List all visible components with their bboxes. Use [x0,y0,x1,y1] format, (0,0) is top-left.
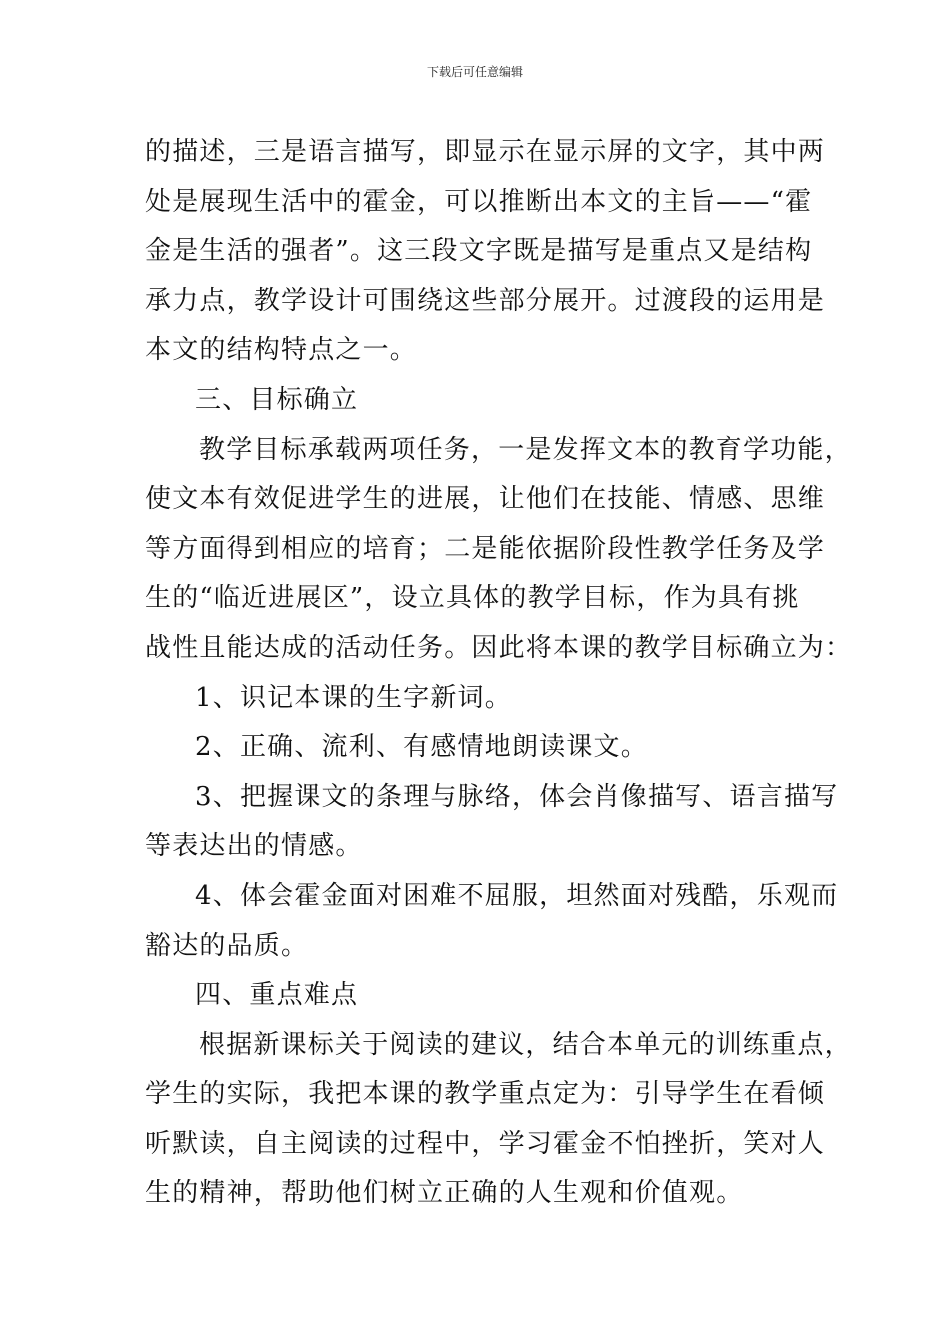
paragraph-line: 等方面得到相应的培育；二是能依据阶段性教学任务及学 [145,533,826,564]
paragraph-line: 豁达的品质。 [145,930,309,961]
list-item: 1、识记本课的生字新词。 [195,682,512,713]
list-item: 2、正确、流利、有感情地朗读课文。 [195,732,648,763]
paragraph-line: 生的“临近进展区”，设立具体的教学目标，作为具有挑 [145,583,800,614]
section-heading: 三、目标确立 [195,384,359,415]
paragraph-line: 根据新课标关于阅读的建议，结合本单元的训练重点， [199,1029,852,1060]
paragraph-line: 金是生活的强者”。这三段文字既是描写是重点又是结构 [145,236,813,267]
paragraph-line: 使文本有效促进学生的进展，让他们在技能、情感、思维 [145,484,826,515]
paragraph-line: 战性且能达成的活动任务。因此将本课的教学目标确立为： [145,632,853,663]
list-item: 3、把握课文的条理与脉络，体会肖像描写、语言描写 [195,781,839,812]
paragraph-line: 生的精神，帮助他们树立正确的人生观和价值观。 [145,1178,744,1209]
paragraph-line: 本文的结构特点之一。 [145,335,418,366]
page-header: 下载后可任意编辑 [426,65,523,79]
paragraph-line: 教学目标承载两项任务，一是发挥文本的教育学功能， [199,434,852,465]
document-body [145,128,853,1219]
section-heading: 四、重点难点 [195,980,359,1011]
paragraph-line: 处是展现生活中的霍金，可以推断出本文的主旨——“霍 [145,186,813,217]
paragraph-line: 学生的实际，我把本课的教学重点定为：引导学生在看倾 [145,1079,826,1110]
paragraph-line: 听默读，自主阅读的过程中，学习霍金不怕挫折，笑对人 [145,1128,826,1159]
paragraph-line: 等表达出的情感。 [145,831,363,862]
paragraph-line: 承力点，教学设计可围绕这些部分展开。过渡段的运用是 [145,285,826,316]
paragraph-line: 的描述，三是语言描写，即显示在显示屏的文字，其中两 [145,137,826,167]
list-item: 4、体会霍金面对困难不屈服，坦然面对残酷，乐观而 [195,880,839,911]
